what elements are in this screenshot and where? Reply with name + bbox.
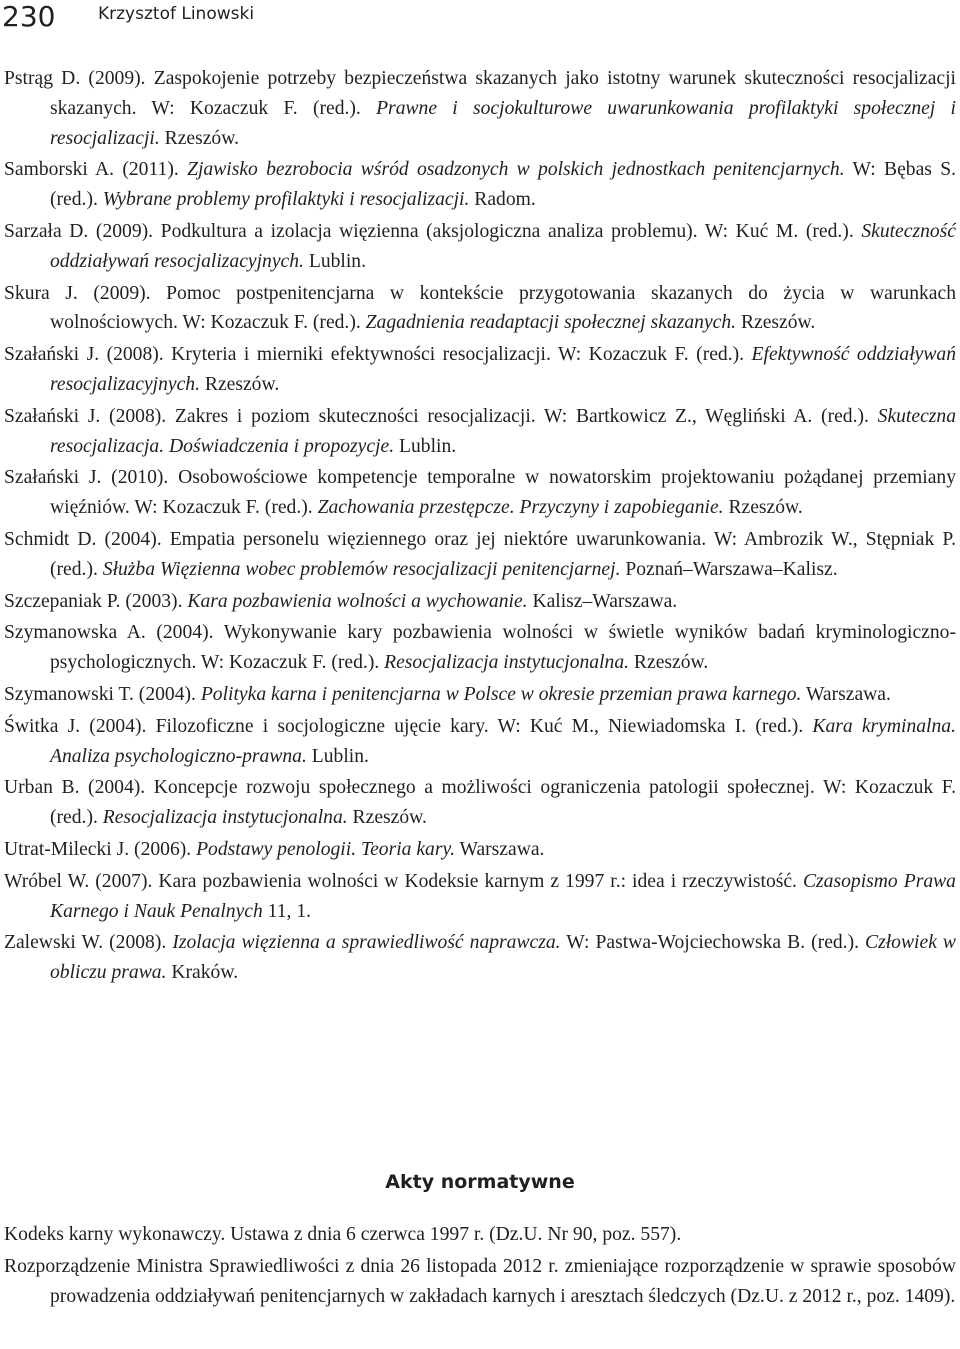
reference-text: Wróbel W. (2007). Kara pozbawienia wolności w Kodeksie karnym z 1997 r.: idea i rzeczywistość.	[4, 870, 803, 892]
reference-entry	[4, 680, 956, 710]
reference-title: Resocjalizacja instytucjonalna.	[384, 652, 630, 674]
reference-text: Rzeszów.	[736, 312, 816, 334]
reference-text: Poznań–Warszawa–Kalisz.	[620, 558, 838, 580]
reference-text: Schmidt D. (2004). Empatia personelu więziennego oraz jej niektóre uwarunkowania. W: Ambrozik W., Stępniak P. (red.).	[4, 528, 956, 580]
reference-text: Szymanowska A. (2004). Wykonywanie kary pozbawienia wolności w świetle wyników badań kryminologiczno-psychologicznych. W: Kozaczuk F. (red.).	[4, 622, 956, 674]
reference-text: Rzeszów.	[723, 497, 803, 519]
reference-entry	[4, 340, 956, 400]
reference-text: Warszawa.	[454, 838, 545, 860]
reference-title: Kara pozbawienia wolności a wychowanie.	[187, 590, 528, 612]
reference-title: Polityka karna i penitencjarna w Polsce w okresie przemian prawa karnego.	[200, 683, 802, 705]
normative-acts-list	[4, 1220, 956, 1313]
reference-entry	[4, 402, 956, 462]
reference-entry	[4, 217, 956, 277]
reference-text: Sarzała D. (2009). Podkultura a izolacja więzienna (aksjologiczna analiza problemu). W: Kuć M. (red.).	[4, 220, 862, 242]
reference-title: Resocjalizacja instytucjonalna.	[102, 807, 348, 829]
reference-entry	[4, 835, 956, 865]
reference-text: Szałański J. (2008). Kryteria i mierniki efektywności resocjalizacji. W: Kozaczuk F. (red.).	[4, 344, 752, 366]
normative-act-entry	[4, 1220, 956, 1250]
reference-title: Służba Więzienna wobec problemów resocjalizacji penitencjarnej.	[102, 558, 621, 580]
reference-title: Czasopismo Prawa Karnego i Nauk Penalnych	[50, 870, 956, 922]
reference-entry	[4, 712, 956, 772]
reference-title: Podstawy penologii. Teoria kary.	[196, 838, 455, 860]
page-header	[0, 0, 960, 36]
reference-text: Rozporządzenie Ministra Sprawiedliwości z dnia 26 listopada 2012 r. zmieniające rozporządzenie w sprawie sposobów prowadzenia oddziaływań penitencjarnych w zakładach karnych i aresztach śledczych (Dz.U. z 2012 r., poz. 1409).	[4, 1255, 956, 1307]
reference-text: Kodeks karny wykonawczy. Ustawa z dnia 6 czerwca 1997 r. (Dz.U. Nr 90, poz. 557).	[4, 1224, 682, 1245]
normative-act-entry	[4, 1252, 956, 1312]
reference-text: Lublin.	[306, 745, 369, 767]
reference-text: Rzeszów.	[159, 127, 240, 149]
reference-text: Utrat-Milecki J. (2006).	[4, 838, 197, 860]
reference-text: Świtka J. (2004). Filozoficzne i socjologiczne ujęcie kary. W: Kuć M., Niewiadomska I. (red.).	[4, 715, 813, 737]
reference-title: Izolacja więzienna a sprawiedliwość naprawcza.	[172, 932, 561, 954]
reference-title: Efektywność oddziaływań resocjalizacyjnych.	[50, 344, 956, 395]
page-number: 230	[2, 0, 56, 33]
reference-text: Rzeszów.	[200, 373, 280, 395]
reference-list	[4, 64, 956, 990]
reference-text: Kraków.	[166, 962, 239, 984]
reference-text: 11, 1.	[262, 900, 312, 922]
reference-text: Skura J. (2009). Pomoc postpenitencjarna w kontekście przygotowania skazanych do życia w warunkach wolnościowych. W: Kozaczuk F. (red.).	[4, 282, 956, 334]
reference-title: Zagadnienia readaptacji społecznej skazanych.	[365, 312, 737, 334]
reference-text: Lublin.	[394, 435, 457, 457]
reference-entry	[4, 928, 956, 988]
reference-text: Szałański J. (2010). Osobowościowe kompetencje temporalne w nowatorskim projektowaniu pożądanej przemiany więźniów. W: Kozaczuk F. (red.).	[4, 467, 956, 519]
reference-text: Pstrąg D. (2009). Zaspokojenie potrzeby bezpieczeństwa skazanych jako istotny warunek skuteczności resocjalizacji skazanych. W: Kozaczuk F. (red.).	[4, 68, 956, 119]
reference-text: W: Bębas S. (red.).	[50, 159, 957, 211]
reference-entry	[4, 64, 956, 153]
reference-entry	[4, 587, 956, 617]
reference-text: Samborski A. (2011).	[4, 159, 188, 181]
reference-text: Rzeszów.	[347, 807, 427, 829]
reference-title: Zachowania przestępcze. Przyczyny i zapobieganie.	[317, 497, 724, 519]
reference-title: Skuteczność oddziaływań resocjalizacyjnych.	[50, 220, 956, 272]
reference-entry	[4, 773, 956, 833]
reference-text: W: Pastwa-Wojciechowska B. (red.).	[560, 932, 866, 954]
reference-text: Lublin.	[303, 250, 366, 272]
running-head: Krzysztof Linowski	[98, 4, 255, 24]
reference-entry	[4, 618, 956, 678]
reference-text: Urban B. (2004). Koncepcje rozwoju społecznego a możliwości ograniczenia patologii społecznej. W: Kozaczuk F. (red.).	[4, 777, 956, 829]
reference-entry	[4, 279, 956, 339]
reference-text: Radom.	[469, 189, 536, 211]
reference-text: Zalewski W. (2008).	[4, 932, 173, 954]
reference-text: Warszawa.	[801, 683, 891, 705]
reference-text: Kalisz–Warszawa.	[527, 590, 678, 612]
reference-title: Zjawisko bezrobocia wśród osadzonych w polskich jednostkach penitencjarnych.	[187, 159, 845, 181]
reference-title: Skuteczna resocjalizacja. Doświadczenia i propozycje.	[50, 405, 956, 457]
reference-text: Rzeszów.	[629, 652, 709, 674]
reference-title: Wybrane problemy profilaktyki i resocjalizacji.	[102, 189, 470, 211]
reference-text: Szymanowski T. (2004).	[4, 683, 201, 705]
reference-text: Szałański J. (2008). Zakres i poziom skuteczności resocjalizacji. W: Bartkowicz Z., Węgliński A. (red.).	[4, 405, 878, 427]
section-heading: Akty normatywne	[385, 1171, 575, 1193]
reference-entry	[4, 867, 956, 927]
reference-title: Człowiek w obliczu prawa.	[50, 932, 956, 984]
reference-title: Kara kryminalna. Analiza psychologiczno-prawna.	[50, 715, 956, 767]
reference-text: Szczepaniak P. (2003).	[4, 590, 188, 612]
reference-entry	[4, 155, 956, 215]
reference-entry	[4, 525, 956, 585]
reference-title: Prawne i socjokulturowe uwarunkowania profilaktyki społecznej i resocjalizacji.	[50, 97, 956, 149]
reference-entry	[4, 463, 956, 523]
